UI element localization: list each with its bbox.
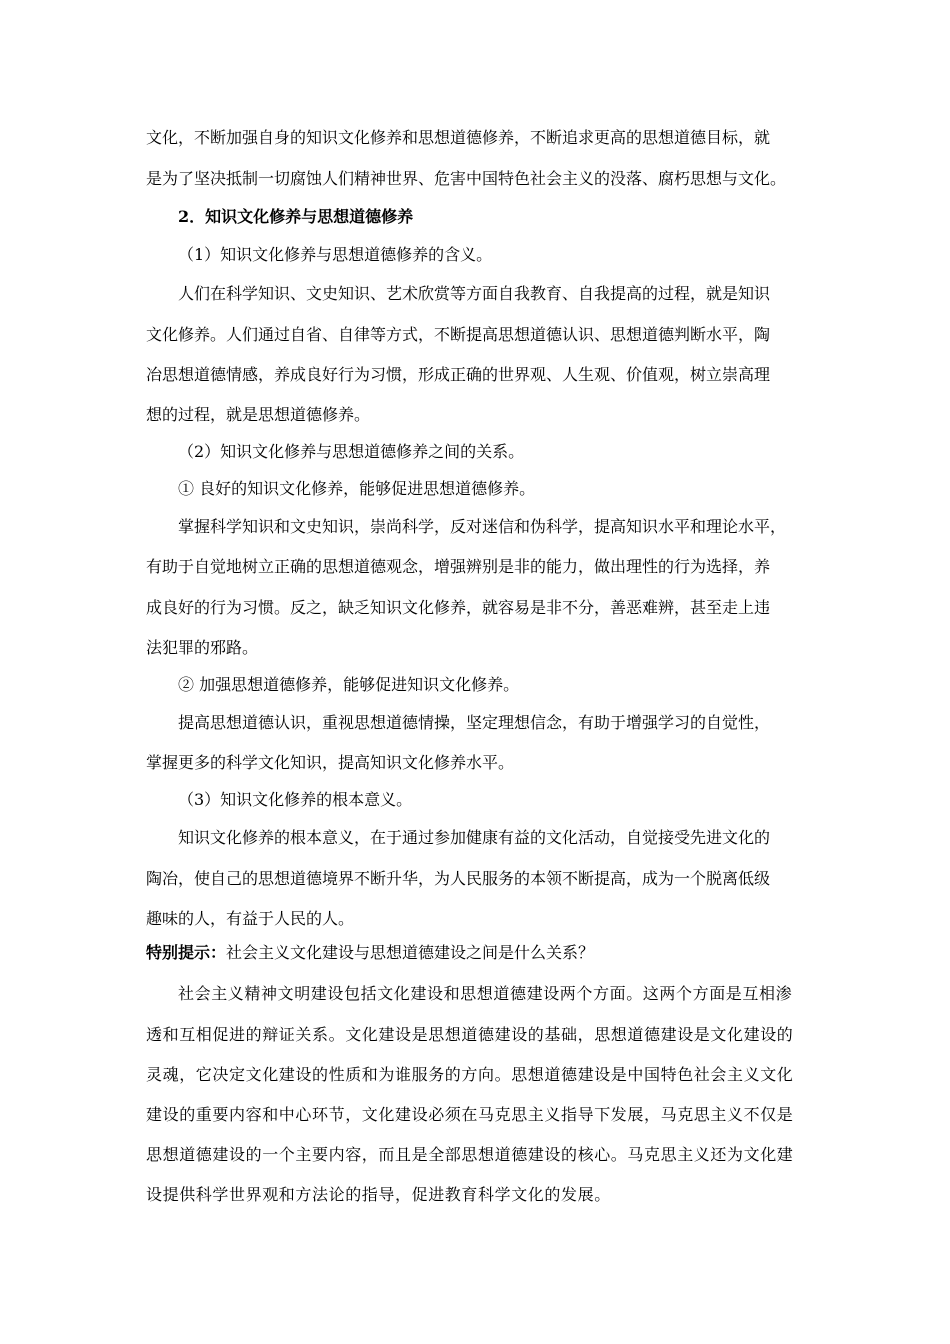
paragraph-line: 法犯罪的邪路。 — [146, 638, 259, 657]
paragraph-line: 文化修养。人们通过自省、自律等方式，不断提高思想道德认识、思想道德判断水平，陶 — [146, 325, 771, 344]
paragraph-line: 成良好的行为习惯。反之，缺乏知识文化修养，就容易是非不分，善恶难辨，甚至走上违 — [146, 598, 771, 617]
paragraph-line: 提高思想道德认识，重视思想道德情操，坚定理想信念，有助于增强学习的自觉性， — [178, 713, 771, 732]
paragraph-line: 文化，不断加强自身的知识文化修养和思想道德修养，不断追求更高的思想道德目标，就 — [146, 128, 771, 147]
paragraph-line: 思想道德建设的一个主要内容，而且是全部思想道德建设的核心。马克思主义还为文化建 — [146, 1145, 794, 1164]
paragraph-line: 陶冶，使自己的思想道德境界不断升华，为人民服务的本领不断提高，成为一个脱离低级 — [146, 869, 771, 888]
special-tip-question: 社会主义文化建设与思想道德建设之间是什么关系？ — [226, 943, 595, 962]
paragraph-line: 建设的重要内容和中心环节，文化建设必须在马克思主义指导下发展，马克思主义不仅是 — [146, 1105, 794, 1124]
paragraph-line: 趣味的人，有益于人民的人。 — [146, 909, 355, 928]
paragraph-line: 人们在科学知识、文史知识、艺术欣赏等方面自我教育、自我提高的过程，就是知识 — [178, 284, 771, 303]
paragraph-line: 社会主义精神文明建设包括文化建设和思想道德建设两个方面。这两个方面是互相渗 — [178, 984, 793, 1003]
paragraph-line: 掌握更多的科学文化知识，提高知识文化修养水平。 — [146, 753, 515, 772]
paragraph-line: 设提供科学世界观和方法论的指导，促进教育科学文化的发展。 — [146, 1185, 611, 1204]
special-tip-label: 特别提示： — [146, 943, 227, 962]
paragraph-line: 有助于自觉地树立正确的思想道德观念，增强辨别是非的能力，做出理性的行为选择，养 — [146, 557, 771, 576]
paragraph-line: 知识文化修养的根本意义，在于通过参加健康有益的文化活动，自觉接受先进文化的 — [178, 828, 771, 847]
paragraph-line: 灵魂，它决定文化建设的性质和为谁服务的方向。思想道德建设是中国特色社会主义文化 — [146, 1065, 794, 1084]
paragraph-line: 想的过程，就是思想道德修养。 — [146, 405, 371, 424]
subsection-heading: （1）知识文化修养与思想道德修养的含义。 — [178, 245, 493, 264]
paragraph-line: 是为了坚决抵制一切腐蚀人们精神世界、危害中国特色社会主义的没落、腐朽思想与文化。 — [146, 169, 787, 188]
paragraph-line: 透和互相促进的辩证关系。文化建设是思想道德建设的基础，思想道德建设是文化建设的 — [146, 1025, 794, 1044]
subsection-heading: （3）知识文化修养的根本意义。 — [178, 790, 413, 809]
point-heading: ① 良好的知识文化修养，能够促进思想道德修养。 — [178, 479, 536, 498]
section-heading: 2．知识文化修养与思想道德修养 — [178, 207, 414, 226]
paragraph-line: 掌握科学知识和文史知识，崇尚科学，反对迷信和伪科学，提高知识水平和理论水平， — [178, 517, 787, 536]
subsection-heading: （2）知识文化修养与思想道德修养之间的关系。 — [178, 442, 525, 461]
point-heading: ② 加强思想道德修养，能够促进知识文化修养。 — [178, 675, 520, 694]
paragraph-line: 冶思想道德情感，养成良好行为习惯，形成正确的世界观、人生观、价值观，树立崇高理 — [146, 365, 771, 384]
special-tip-line — [146, 942, 594, 964]
